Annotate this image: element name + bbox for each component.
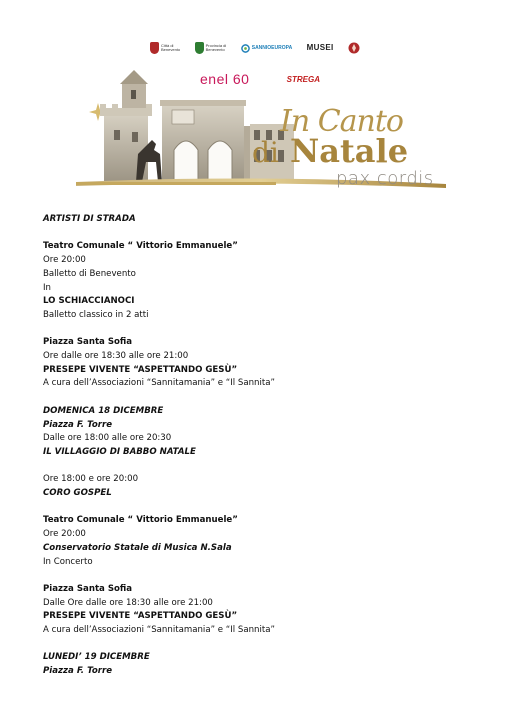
program-block xyxy=(43,473,483,500)
swirl-icon xyxy=(241,44,250,53)
sponsor-line: Città di xyxy=(161,43,174,48)
program-block xyxy=(43,213,483,227)
event-program xyxy=(43,213,483,692)
performer: Conservatorio Statale di Musica N.Sala xyxy=(43,542,232,553)
musei-logo xyxy=(306,43,334,52)
description: In Concerto xyxy=(43,556,93,567)
date-heading: LUNEDI’ 19 DICEMBRE xyxy=(43,652,150,663)
sannio-europa-logo xyxy=(241,44,292,53)
description: Balletto classico in 2 atti xyxy=(43,309,149,320)
venue: Piazza F. Torre xyxy=(43,419,113,430)
cathedral-illustration xyxy=(160,100,250,182)
show-title: PRESEPE VIVENTE “ASPETTANDO GESÙ” xyxy=(43,611,238,622)
text-line: In xyxy=(43,282,51,293)
time: Ore 20:00 xyxy=(43,255,86,266)
show-title: LO SCHIACCIANOCI xyxy=(43,296,135,307)
venue: Piazza Santa Sofia xyxy=(43,337,133,348)
provincia-benevento-logo xyxy=(195,42,227,54)
venue: Piazza Santa Sofia xyxy=(43,583,133,594)
program-block xyxy=(43,240,483,322)
time: Ore dalle ore 18:30 alle ore 21:00 xyxy=(43,351,189,361)
strega-logo: STREGA xyxy=(286,74,320,84)
crest-icon xyxy=(150,42,159,54)
time: Ore 18:00 e ore 20:00 xyxy=(43,474,139,485)
time: Ore 20:00 xyxy=(43,529,86,540)
logo-title-di: di xyxy=(252,136,279,169)
crest-icon xyxy=(195,42,204,54)
program-block xyxy=(43,405,483,460)
section-title: ARTISTI DI STRADA xyxy=(43,214,136,224)
date-heading: DOMENICA 18 DICEMBRE xyxy=(43,405,164,416)
venue: Piazza F. Torre xyxy=(43,666,113,677)
sponsor-logos xyxy=(150,38,360,58)
program-block xyxy=(43,336,483,391)
description: A cura dell’Associazioni “Sannitamania” e “Il Sannita” xyxy=(43,378,275,389)
program-block xyxy=(43,514,483,569)
performer: Balletto di Benevento xyxy=(43,268,136,279)
citta-benevento-logo xyxy=(150,42,180,54)
emblem-icon xyxy=(348,42,360,54)
show-title: CORO GOSPEL xyxy=(43,488,112,498)
program-block xyxy=(43,651,483,678)
logo-subtitle: pax cordis xyxy=(336,168,434,189)
program-block xyxy=(43,583,483,638)
venue: Teatro Comunale “ Vittorio Emmanuele” xyxy=(43,515,238,526)
description: A cura dell’Associazioni “Sannitamania” e “Il Sannita” xyxy=(43,625,275,635)
time: Dalle Ore dalle ore 18:30 alle ore 21:00 xyxy=(43,597,213,608)
emblem-logo xyxy=(348,42,360,54)
venue: Teatro Comunale “ Vittorio Emmanuele” xyxy=(43,241,238,252)
time: Dalle ore 18:00 alle ore 20:30 xyxy=(43,433,172,444)
logo-title-in-canto: In Canto xyxy=(280,104,403,139)
sponsor-line: Benevento xyxy=(161,47,181,52)
show-title: IL VILLAGGIO DI BABBO NATALE xyxy=(43,446,196,457)
sponsor-line: Benevento xyxy=(205,47,225,52)
sponsor-text: SANNIOEUROPA xyxy=(251,45,293,51)
logo-title-natale xyxy=(252,132,408,170)
enel-logo: enel 60 xyxy=(200,71,250,87)
sponsor-line: Provincia di xyxy=(205,43,227,48)
logo-title-natale-word: Natale xyxy=(290,132,409,170)
show-title: PRESEPE VIVENTE “ASPETTANDO GESÙ” xyxy=(43,364,238,375)
sponsor-text: MUSEI xyxy=(306,43,334,52)
